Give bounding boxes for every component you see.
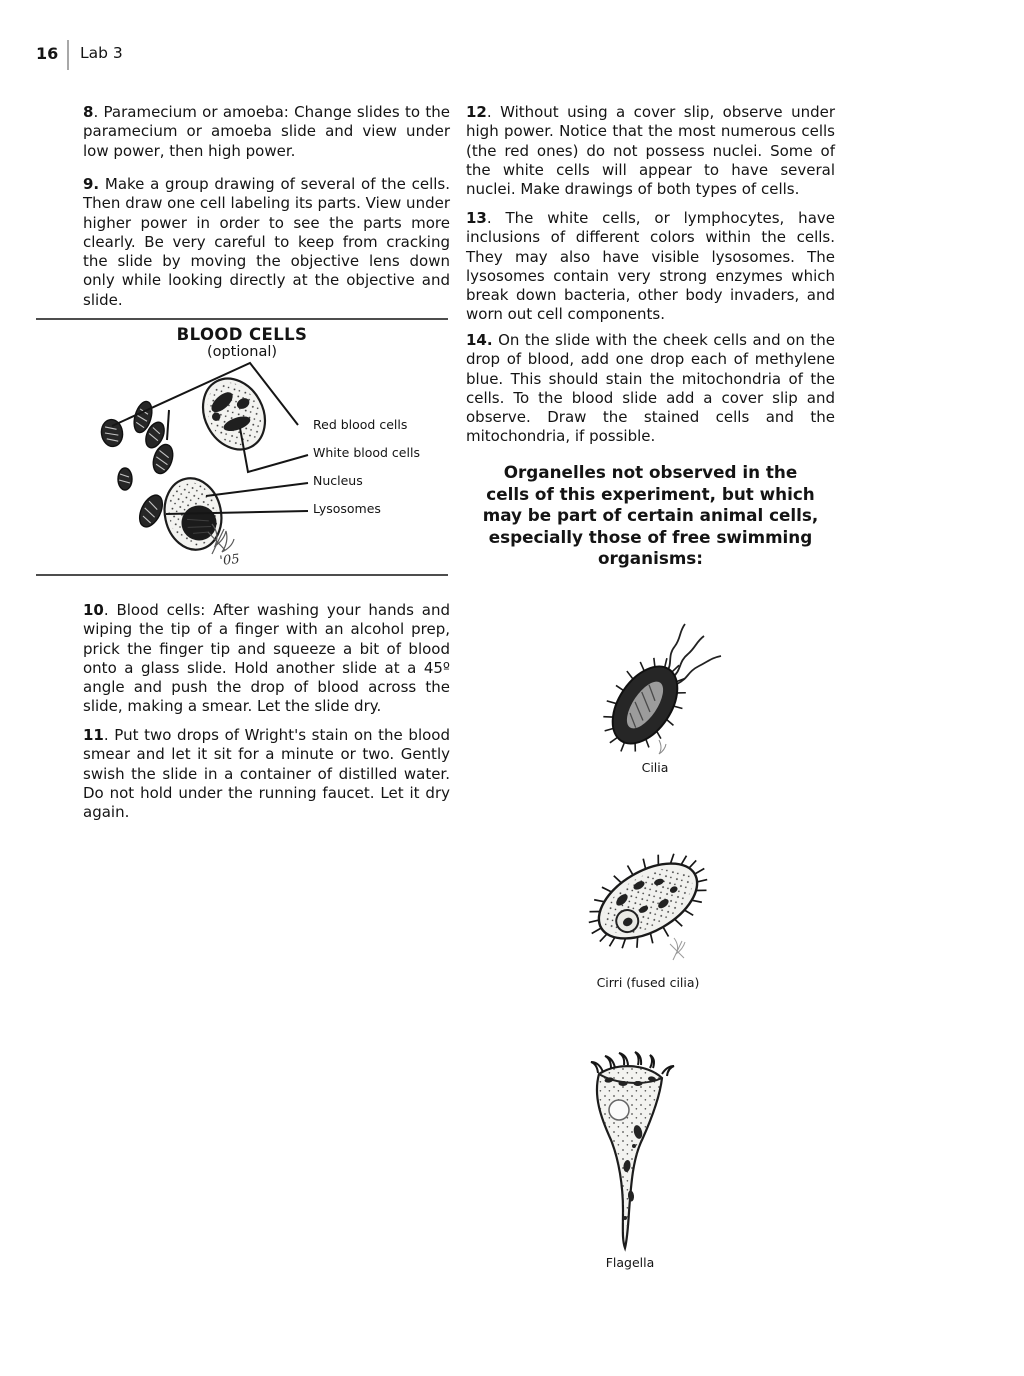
paragraph-13-text: . The white cells, or lymphocytes, have inclusions of different colors within the cells. They may also have visible lysosomes. The lysosomes contain very strong enzymes which break down bacteria, other body invaders, and worn out cell components. xyxy=(466,209,835,324)
caption-cirri: Cirri (fused cilia) xyxy=(596,975,700,990)
lab-title: Lab 3 xyxy=(80,44,123,62)
paragraph-9-text: Make a group drawing of several of the cells. Then draw one cell labeling its parts. View under higher power in order to see the parts more clearly. Be very careful to keep from cracking the slide by moving the objective lens down only while looking directly at the objective and slide. xyxy=(83,175,450,309)
label-lysosomes: Lysosomes xyxy=(313,501,381,516)
paragraph-11-text: . Put two drops of Wright's stain on the blood smear and let it sit for a minute or two. Gently swish the slide in a container of distilled water. Do not hold under the running faucet. Let it dry again. xyxy=(83,726,450,822)
figure-title: BLOOD CELLS xyxy=(176,325,308,344)
paragraph-8-text: . Paramecium or amoeba: Change slides to the paramecium or amoeba slide and view under low power, then high power. xyxy=(83,103,450,160)
label-red-blood-cells: Red blood cells xyxy=(313,417,408,432)
paragraph-14-text: On the slide with the cheek cells and on the drop of blood, add one drop each of methylene blue. This should stain the mitochondria of the cells. To the blood slide add a cover slip and observe. Draw the stained cells and the mitochondria, if possible. xyxy=(466,331,835,446)
paragraph-10 xyxy=(83,601,450,717)
paragraph-8 xyxy=(83,103,450,161)
paragraph-13-number: 13 xyxy=(466,209,487,227)
caption-cilia: Cilia xyxy=(641,760,669,775)
paragraph-12-text: . Without using a cover slip, observe under high power. Notice that the most numerous cells (the red ones) do not possess nuclei. Some of the white cells will appear to have several nuclei. Make drawings of both types of cells. xyxy=(466,103,835,199)
blood-cells-figure xyxy=(36,318,448,577)
label-white-blood-cells: White blood cells xyxy=(313,445,420,460)
paragraph-14-number: 14. xyxy=(466,331,493,349)
figure-rule-bottom xyxy=(36,574,448,576)
organelles-heading: Organelles not observed in the cells of this experiment, but which may be part of certain animal cells, especially those of free swimming organisms: xyxy=(482,462,819,568)
flagella-drawing xyxy=(585,1048,695,1253)
svg-text:'05: '05 xyxy=(218,551,241,569)
cirri-drawing xyxy=(578,838,718,968)
paragraph-9 xyxy=(83,175,450,310)
paragraph-14 xyxy=(466,331,835,447)
label-nucleus: Nucleus xyxy=(313,473,363,488)
paragraph-13 xyxy=(466,209,835,325)
caption-flagella: Flagella xyxy=(605,1255,655,1270)
paragraph-10-text: . Blood cells: After washing your hands and wiping the tip of a finger with an alcohol prep, prick the finger tip and squeeze a bit of blood onto a glass slide. Hold another slide at a 45º angle and push the drop of blood across the slide, making a smear. Let the slide dry. xyxy=(83,601,450,716)
paragraph-10-number: 10 xyxy=(83,601,104,619)
paragraph-11-number: 11 xyxy=(83,726,104,744)
page-number: 16 xyxy=(36,44,59,63)
header-divider xyxy=(67,40,69,70)
paragraph-9-number: 9. xyxy=(83,175,100,193)
paragraph-8-number: 8 xyxy=(83,103,94,121)
figure-subtitle: (optional) xyxy=(206,344,278,360)
paragraph-12-number: 12 xyxy=(466,103,487,121)
paragraph-12 xyxy=(466,103,835,199)
cilia-drawing xyxy=(575,592,735,764)
paragraph-11 xyxy=(83,726,450,822)
